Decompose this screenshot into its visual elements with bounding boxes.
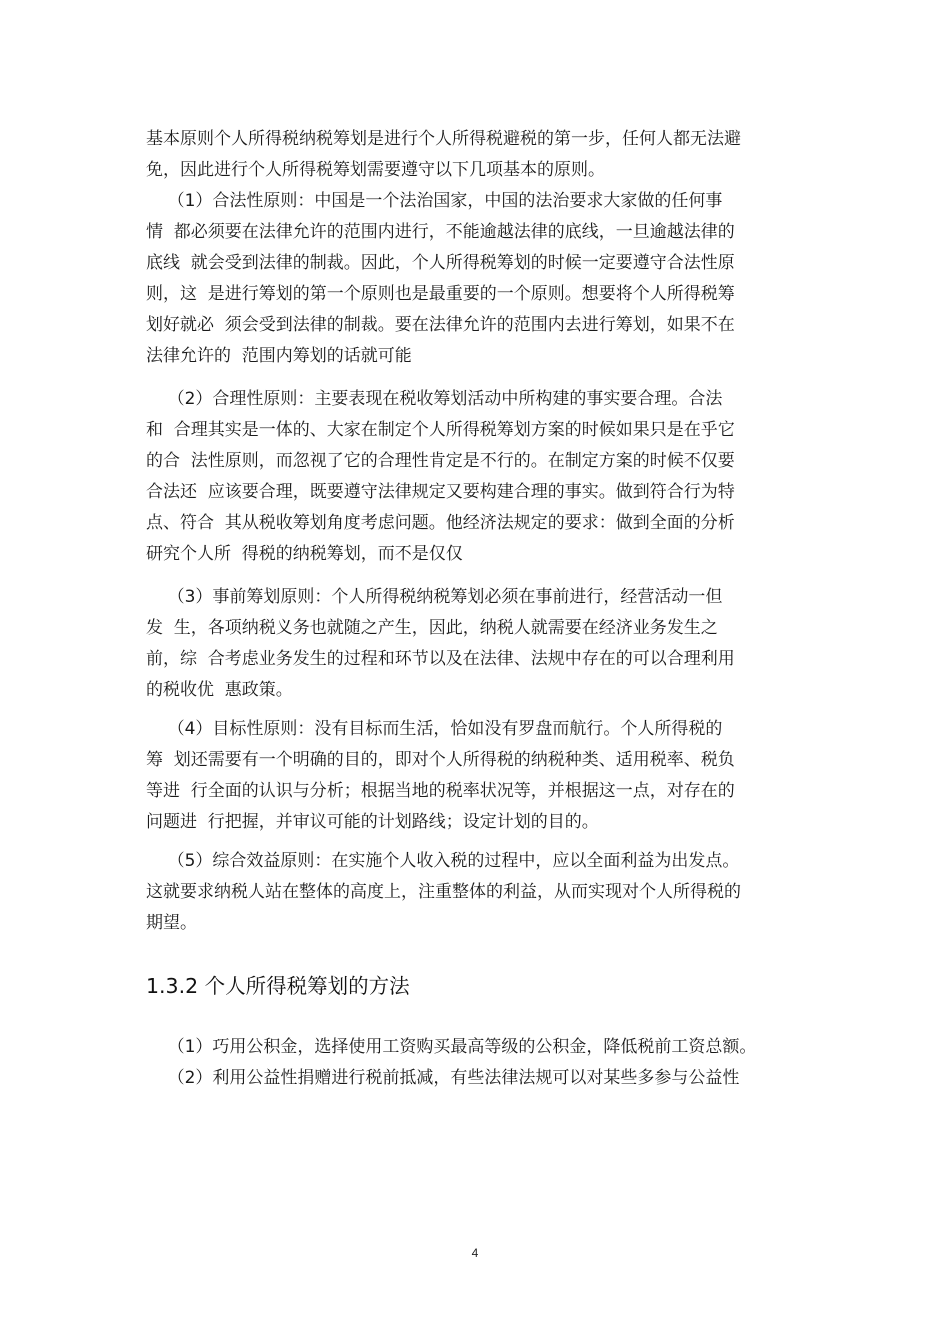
principle-legality-paragraph: [146, 186, 810, 372]
principle-goal-paragraph: [146, 714, 810, 838]
text-line: 情 都必须要在法律允许的范围内进行，不能逾越法律的底线，一旦逾越法律的: [146, 222, 735, 242]
text-line: （3）事前筹划原则：个人所得税纳税筹划必须在事前进行，经营活动一但: [146, 587, 723, 607]
text-line: （5）综合效益原则：在实施个人收入税的过程中，应以全面利益为出发点。: [146, 851, 740, 871]
section-heading: 1.3.2 个人所得税筹划的方法: [146, 974, 410, 998]
text-line: （2）合理性原则：主要表现在税收筹划活动中所构建的事实要合理。合法: [146, 389, 723, 409]
text-line: 和 合理其实是一体的、大家在制定个人所得税筹划方案的时候如果只是在乎它: [146, 420, 735, 440]
text-line: 问题进 行把握，并审议可能的计划路线；设定计划的目的。: [146, 812, 599, 832]
methods-paragraph: [146, 1032, 810, 1094]
text-line: 免，因此进行个人所得税筹划需要遵守以下几项基本的原则。: [146, 160, 605, 180]
text-line: 划好就必 须会受到法律的制裁。要在法律允许的范围内去进行筹划，如果不在: [146, 315, 735, 335]
text-line: 的税收优 惠政策。: [146, 680, 293, 700]
text-line: 点、符合 其从税收筹划角度考虑问题。他经济法规定的要求：做到全面的分析: [146, 513, 735, 533]
principle-reasonableness-paragraph: [146, 384, 810, 570]
principle-overall-benefit-paragraph: [146, 846, 810, 939]
text-line: （4）目标性原则：没有目标而生活，恰如没有罗盘而航行。个人所得税的: [146, 719, 723, 739]
text-line: （1）合法性原则：中国是一个法治国家，中国的法治要求大家做的任何事: [146, 191, 723, 211]
text-line: （2）利用公益性捐赠进行税前抵减，有些法律法规可以对某些多参与公益性: [146, 1068, 740, 1088]
text-line: 底线 就会受到法律的制裁。因此，个人所得税筹划的时候一定要遵守合法性原: [146, 253, 735, 273]
intro-paragraph: [146, 124, 810, 186]
text-line: 则，这 是进行筹划的第一个原则也是最重要的一个原则。想要将个人所得税筹: [146, 284, 735, 304]
text-line: 法律允许的 范围内筹划的话就可能: [146, 346, 412, 366]
text-line: 等进 行全面的认识与分析；根据当地的税率状况等，并根据这一点，对存在的: [146, 781, 735, 801]
principle-prior-planning-paragraph: [146, 582, 810, 706]
text-line: 研究个人所 得税的纳税筹划，而不是仅仅: [146, 544, 463, 564]
text-line: 期望。: [146, 913, 197, 933]
text-line: 筹 划还需要有一个明确的目的，即对个人所得税的纳税种类、适用税率、税负: [146, 750, 735, 770]
text-line: （1）巧用公积金，选择使用工资购买最高等级的公积金，降低税前工资总额。: [146, 1037, 757, 1057]
text-line: 基本原则个人所得税纳税筹划是进行个人所得税避税的第一步，任何人都无法避: [146, 129, 741, 149]
text-line: 发 生，各项纳税义务也就随之产生，因此，纳税人就需要在经济业务发生之: [146, 618, 718, 638]
text-line: 前，综 合考虑业务发生的过程和环节以及在法律、法规中存在的可以合理利用: [146, 649, 735, 669]
page-number: 4: [471, 1246, 479, 1260]
text-line: 的合 法性原则，而忽视了它的合理性肯定是不行的。在制定方案的时候不仅要: [146, 451, 735, 471]
text-line: 这就要求纳税人站在整体的高度上，注重整体的利益，从而实现对个人所得税的: [146, 882, 741, 902]
text-line: 合法还 应该要合理，既要遵守法律规定又要构建合理的事实。做到符合行为特: [146, 482, 735, 502]
